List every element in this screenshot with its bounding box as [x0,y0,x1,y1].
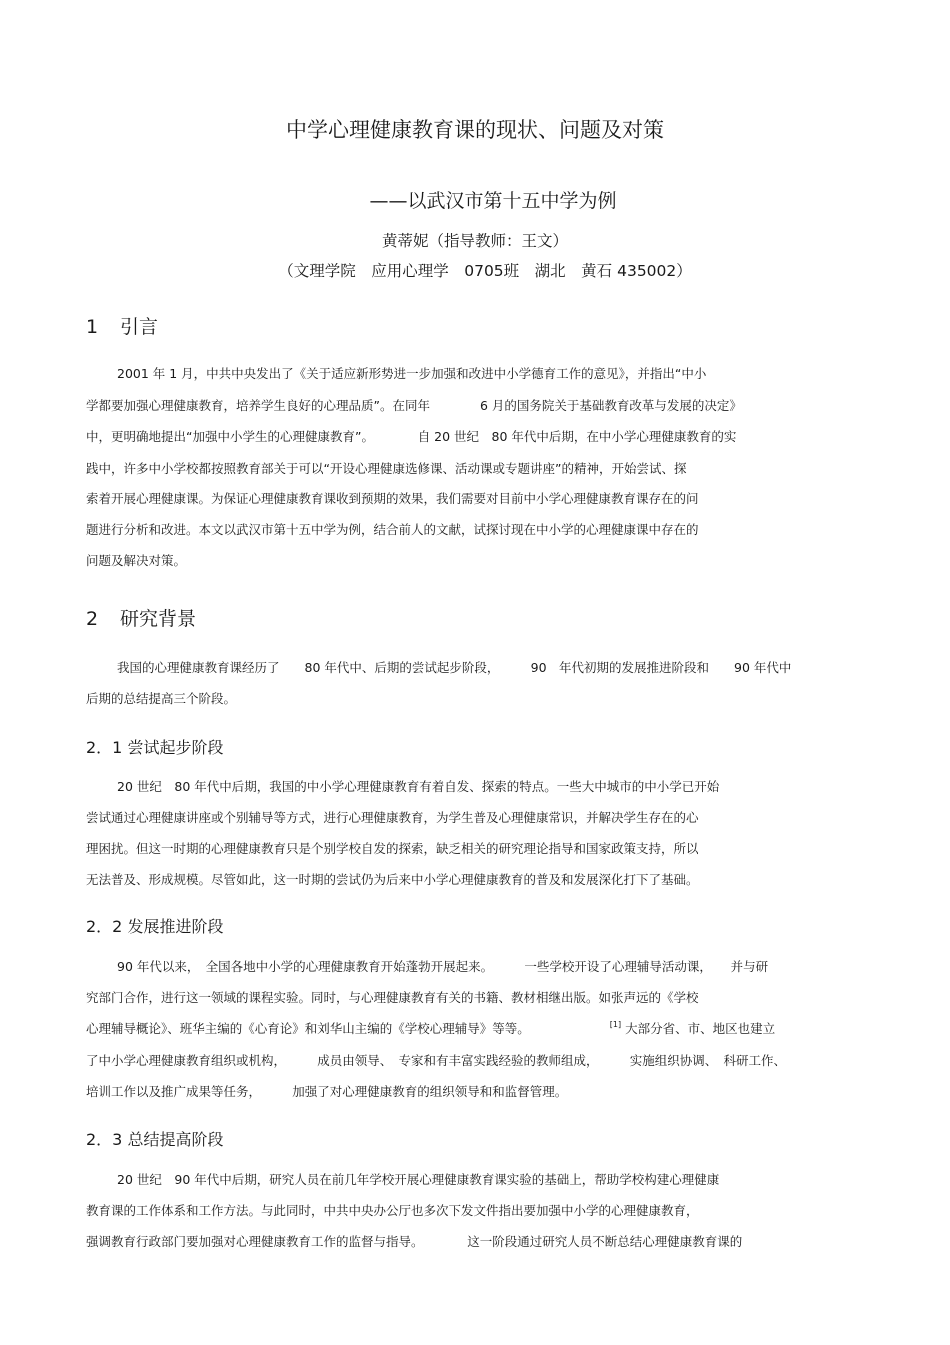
paragraph-line: 教育课的工作体系和工作方法。与此同时，中共中央办公厅也多次下发文件指出要加强中小学的心理健康教育， [86,1203,699,1218]
paragraph-line: 问题及解决对策。 [86,553,187,568]
paragraph-line: 中，更明确地提出“加强中小学生的心理健康教育”。 自 20 世纪 80 年代中后期，在中小学心理健康教育的实 [86,429,737,444]
line-text: 心理辅导概论》、班华主编的《心育论》和刘华山主编的《学校心理辅导》等等。 [86,1021,530,1036]
subsection-heading-2-3: 2．3 总结提高阶段 [86,1130,224,1149]
section-number: 1 [86,316,99,338]
paragraph-line: 理困扰。但这一时期的心理健康教育只是个别学校自发的探索，缺乏相关的研究理论指导和国家政策支持，所以 [86,841,699,856]
paragraph-line: 我国的心理健康教育课经历了 80 年代中、后期的尝试起步阶段， 90 年代初期的发展推进阶段和 90 年代中 [117,660,792,675]
paragraph-line [86,1021,775,1039]
subsection-heading-2-2: 2．2 发展推进阶段 [86,917,224,936]
subsection-heading-2-1: 2．1 尝试起步阶段 [86,738,224,757]
section-heading-2 [86,604,196,631]
line-text: 大部分省、市、地区也建立 [625,1021,776,1036]
paragraph-line: 究部门合作，进行这一领域的课程实验。同时，与心理健康教育有关的书籍、教材相继出版。如张声远的《学校 [86,990,699,1005]
author-line: 黄蒂妮（指导教师：王文） [381,232,568,250]
section-heading-1 [86,312,158,339]
paragraph-line: 2001 年 1 月，中共中央发出了《关于适应新形势进一步加强和改进中小学德育工作的意见》，并指出“中小 [117,366,707,381]
section-number: 2 [86,608,99,630]
paragraph-line: 尝试通过心理健康讲座或个别辅导等方式，进行心理健康教育，为学生普及心理健康常识，并解决学生存在的心 [86,810,699,825]
paragraph-line: 题进行分析和改进。本文以武汉市第十五中学为例，结合前人的文献，试探讨现在中小学的心理健康课中存在的 [86,522,699,537]
paragraph-line: 索着开展心理健康课。为保证心理健康教育课收到预期的效果，我们需要对目前中小学心理健康教育课存在的问 [86,491,699,506]
paragraph-line: 践中，许多中小学校都按照教育部关于可以“开设心理健康选修课、活动课或专题讲座”的精神，开始尝试、探 [86,461,687,476]
section-title: 引言 [120,316,159,338]
citation-mark: [1] [609,1020,622,1029]
paragraph-line: 强调教育行政部门要加强对心理健康教育工作的监督与指导。 这一阶段通过研究人员不断总结心理健康教育课的 [86,1234,743,1249]
paragraph-line: 学都要加强心理健康教育，培养学生良好的心理品质”。在同年 6 月的国务院关于基础教育改革与发展的决定》 [86,398,742,413]
paper-title: 中学心理健康教育课的现状、问题及对策 [286,118,664,142]
paragraph-line: 后期的总结提高三个阶段。 [86,691,237,706]
paper-subtitle: ——以武汉市第十五中学为例 [369,190,617,212]
paragraph-line: 90 年代以来， 全国各地中小学的心理健康教育开始蓬勃开展起来。 一些学校开设了心理辅导活动课， 并与研 [117,959,769,974]
affiliation-line: （文理学院 应用心理学 0705班 湖北 黄石 435002） [278,262,692,280]
paragraph-line: 20 世纪 80 年代中后期，我国的中小学心理健康教育有着自发、探索的特点。一些大中城市的中小学已开始 [117,779,720,794]
paragraph-line: 无法普及、形成规模。尽管如此，这一时期的尝试仍为后来中小学心理健康教育的普及和发展深化打下了基础。 [86,872,699,887]
paragraph-line: 20 世纪 90 年代中后期，研究人员在前几年学校开展心理健康教育课实验的基础上，帮助学校构建心理健康 [117,1172,720,1187]
section-title: 研究背景 [120,608,197,630]
paragraph-line: 了中小学心理健康教育组织或机构， 成员由领导、 专家和有丰富实践经验的教师组成， 实施组织协调、 科研工作、 [86,1053,787,1068]
paragraph-line: 培训工作以及推广成果等任务， 加强了对心理健康教育的组织领导和和监督管理。 [86,1084,568,1099]
